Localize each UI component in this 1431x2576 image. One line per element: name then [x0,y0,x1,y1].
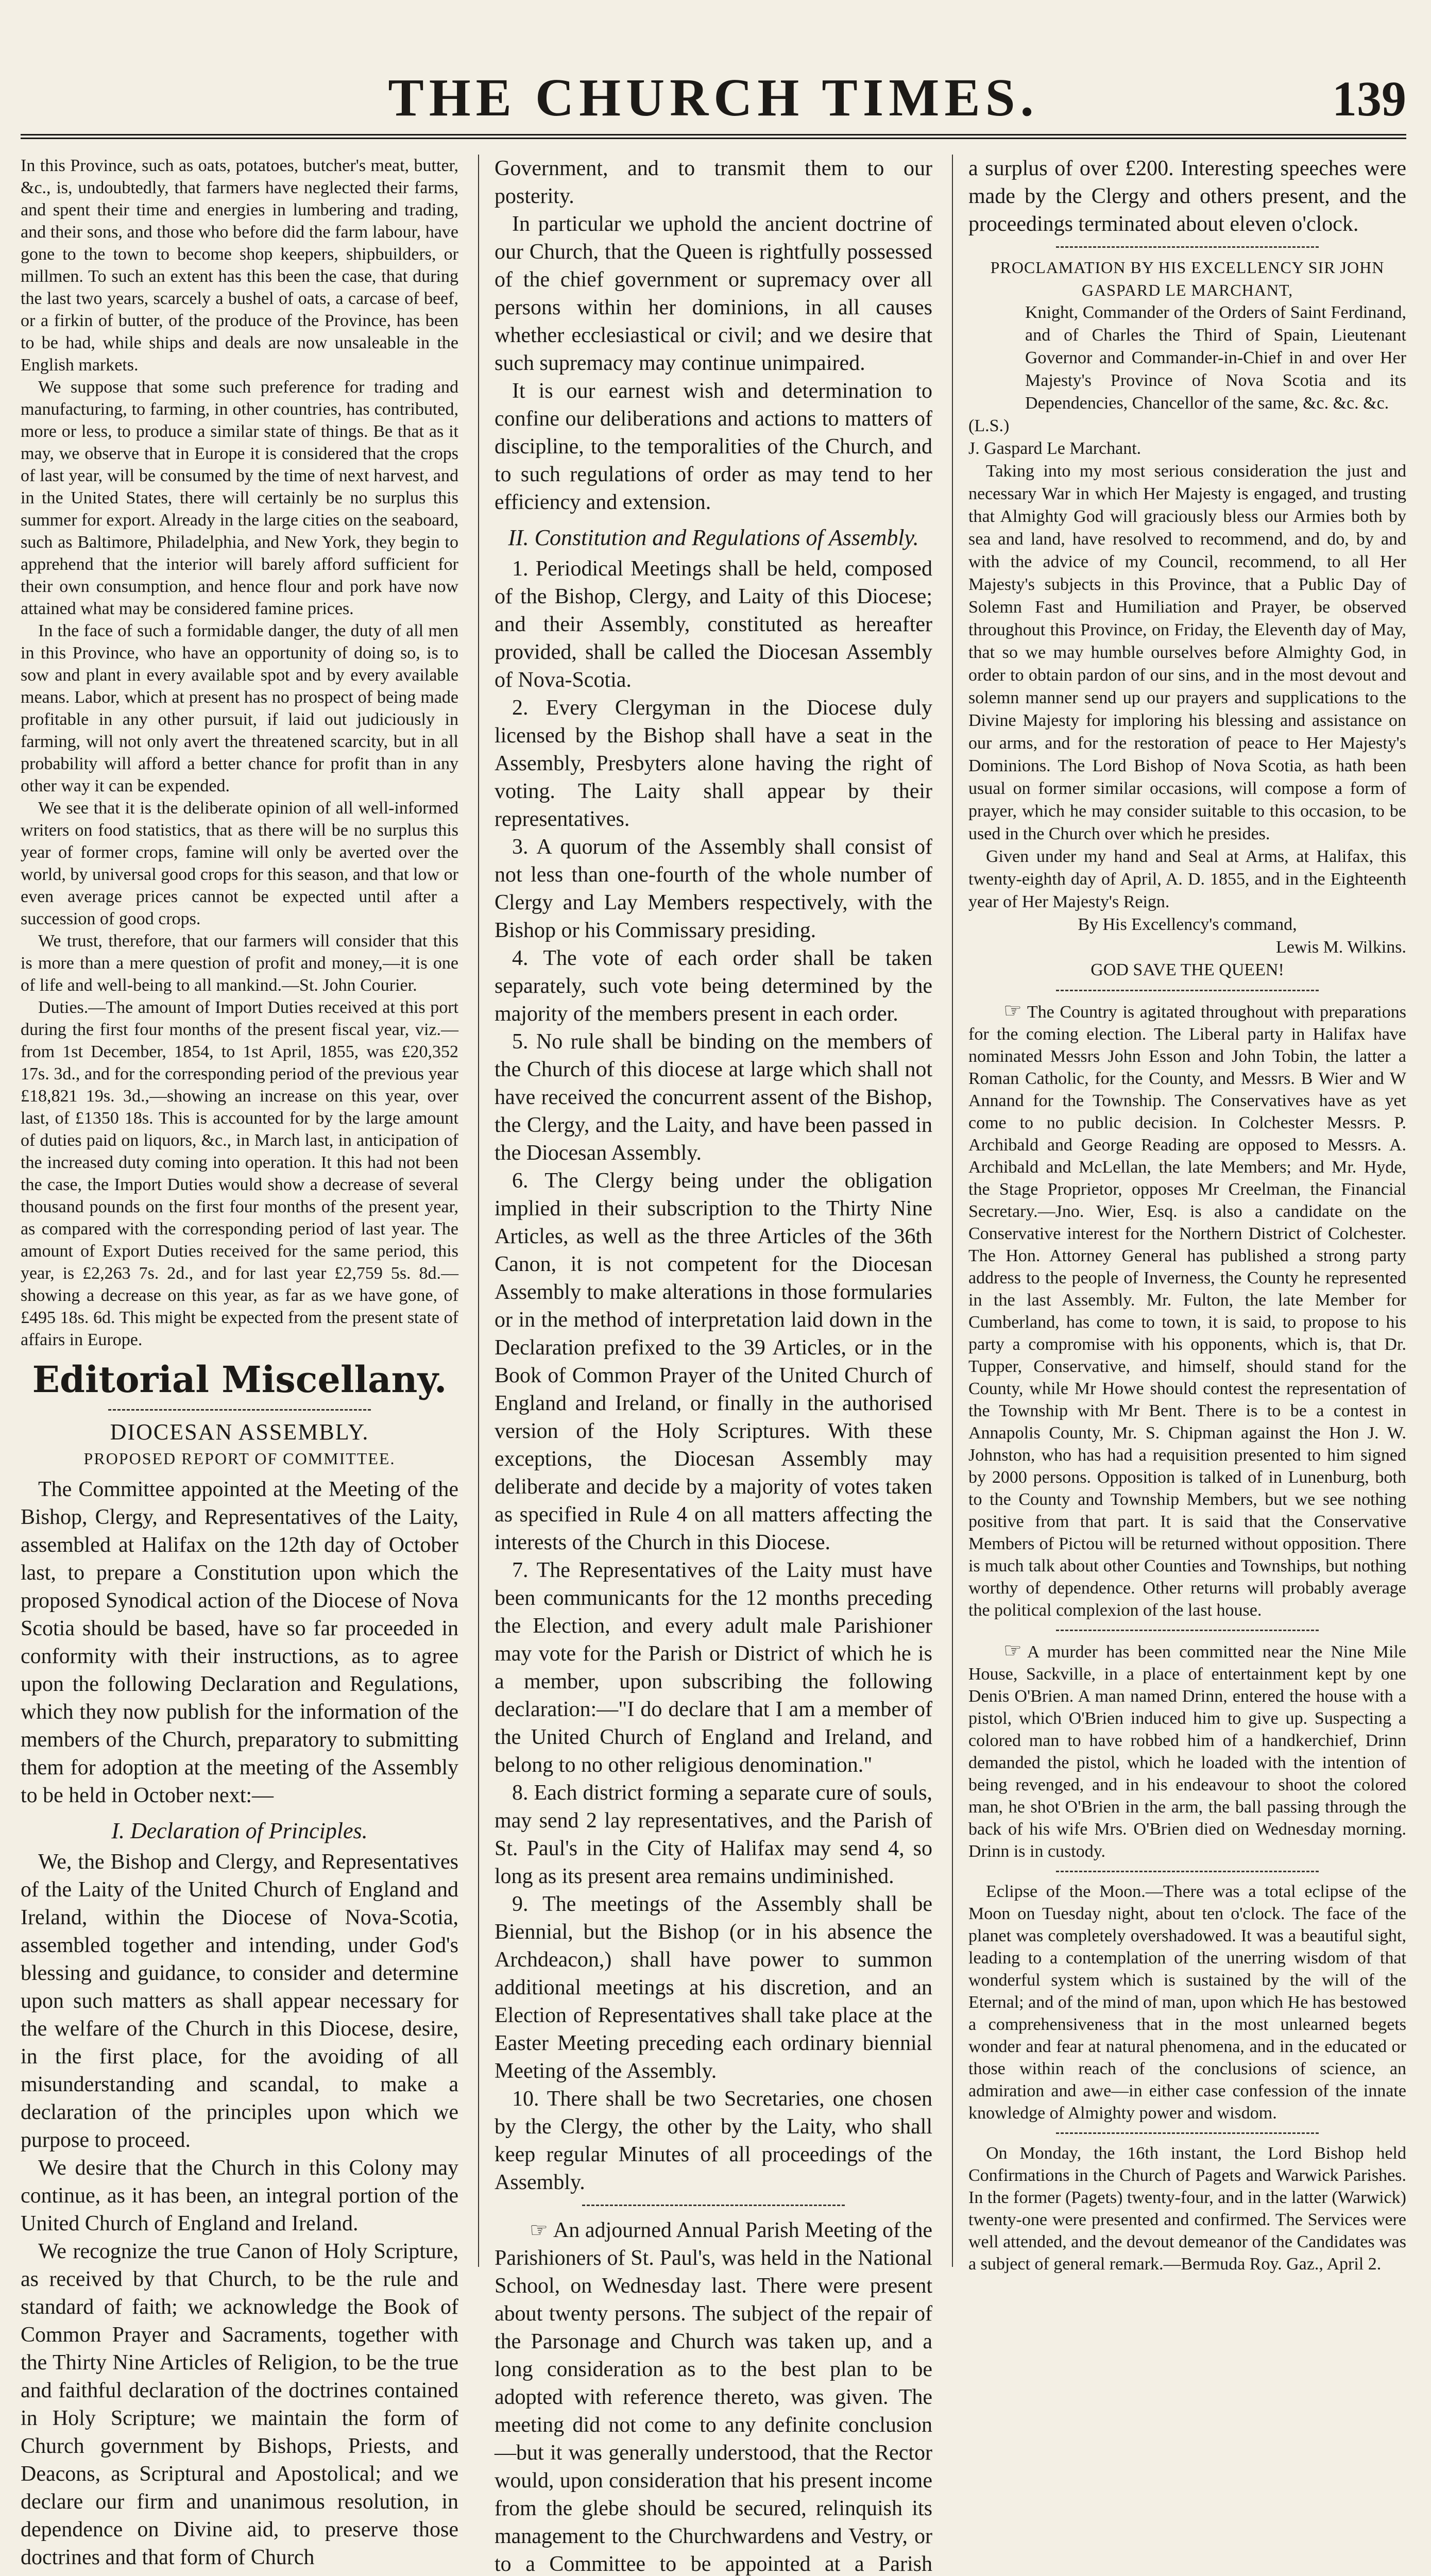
proclamation-titles: Knight, Commander of the Orders of Saint Ferdinand, and of Charles the Third of Spain, Lieutenant Governor and Commander-in-Chief in and over Her Majesty's Province of Nova Scotia and its Dependencies, Chancellor of the same, &c. &c. &c. [1025,303,1406,413]
duties-paragraph: Duties.—The amount of Import Duties received at this port during the first four months of the present fiscal year, viz.—from 1st December, 1854, to 1st April, 1855, was £20,352 17s. 3d., and for the corresponding period of the previous year £18,821 19s. 3d.,—showing an increase on this year, over last, of £1350 18s. This is accounted for by the large amount of duties paid on liquors, &c., in March last, in anticipation of the increased duty coming into operation. It this had not been the case, the Import Duties would show a decrease of several thousand pounds on the first four months of the present year, as compared with the corresponding period of last year. The amount of Export Duties received for the same period, this year, is £2,263 7s. 2d., and for last year £2,759 5s. 8d.—showing a decrease on this year, as far as we have gone, of £495 18s. 6d. This might be expected from the present state of affairs in Europe. [21,998,458,1349]
newspaper-page [21,0,1411,2576]
ornamental-rule [108,1409,371,1411]
rule-8: 8. Each district forming a separate cure of souls, may send 2 lay representatives, and the Parish of St. Paul's in the City of Halifax may send 4, so long as its present area remains undiminished. [495,1781,932,1888]
rule-2: 2. Every Clergyman in the Diocese duly licensed by the Bishop shall have a seat in the Assembly, Presbyters alone having the right of voting. The Laity shall appear by their representatives. [495,696,932,831]
constitution-heading: II. Constitution and Regulations of Assembly. [508,525,919,550]
farming-para-4: We see that it is the deliberate opinion of all well-informed writers on food statistics, that as there will be no surplus this year of former crops, famine will only be averted over the world, by universal good crops for this season, and that low or even average prices cannot be expected until after a succession of good crops. [21,799,458,928]
ornamental-rule [1056,246,1319,248]
article-title: DIOCESAN ASSEMBLY. [110,1419,369,1445]
article-subtitle: PROPOSED REPORT OF COMMITTEE. [83,1449,396,1468]
proclamation [968,256,1406,981]
murder-text: A murder has been committed near the Nine Mile House, Sackville, in a place of entertainment kept by one Denis O'Brien. A man named Drinn, entered the house with a pistol, which O'Brien induced him to give up. Suspecting a colored man to have robbed him of a handkerchief, Drinn demanded the pistol, which he loaded with the intention of being revenged, and in his endeavour to shoot the colored man, he shot O'Brien in the arm, the ball passing through the back of his wife Mrs. O'Brien died on Wednesday morning. Drinn is in custody. [968,1642,1406,1861]
proclamation-body: Taking into my most serious consideration the just and necessary War in which Her Majesty is engaged, and trusting that Almighty God will graciously bless our Armies both by sea and land, have resolved to recommend, and do, by and with the advice of my Council, recommend, to all Her Majesty's subjects in this Province, that a Public Day of Solemn Fast and Humiliation and Prayer, be observed throughout this Province, on Friday, the Eleventh day of May, that so we may humble ourselves before Almighty God, in order to obtain pardon of our sins, and in the most devout and solemn manner send up our prayers and supplications to the Divine Majesty for imploring his blessing and assistance on our arms, and for the restoration of peace to Her Majesty's Dominions. The Lord Bishop of Nova Scotia, as hath been usual on former similar occasions, will compose a form of prayer, which he may consider suitable to this occasion, to be used in the Church over which he presides. [968,462,1406,843]
pointing-hand-icon: ☞ [1003,999,1022,1022]
rule-5: 5. No rule shall be binding on the members of the Church of this diocese at large which shall not have received the concurrent assent of the Bishop, the Clergy, and the Laity, and have been passed in the Diocesan Assembly. [495,1030,932,1165]
declaration-para-3: We recognize the true Canon of Holy Scripture, as received by that Church, to be the rule and standard of faith; we acknowledge the Book of Common Prayer and Sacraments, together with the Thirty Nine Articles of Religion, to be the true and faithful declaration of the doctrines contained in Holy Scripture; we maintain the form of Church government by Bishops, Priests, and Deacons, as Scriptural and Apostolical; and we declare our firm and unanimous resolution, in dependence on Divine aid, to preserve those doctrines and that form of Church [21,2240,458,2569]
bermuda-item: On Monday, the 16th instant, the Lord Bishop held Confirmations in the Church of Pagets and Warwick Parishes. In the former (Pagets) twenty-four, and in the latter (Warwick) twenty-one were presented and confirmed. The Services were well attended, and the devout demeanor of the Candidates was a subject of general remark.—Bermuda Roy. Gaz., April 2. [968,2144,1406,2274]
ornamental-rule [1056,2132,1319,2134]
murder-item [968,1639,1406,1862]
election-text: The Country is agitated throughout with preparations for the coming election. The Liberal party in Halifax have nominated Messrs John Esson and John Tobin, the latter a Roman Catholic, for the County, and Messrs. B Wier and W Annand for the Township. The Conservatives have as yet come to no public decision. In Colchester Messrs. P. Archibald and George Reading are opposed to Messrs. A. Archibald and McLellan, the late Members; and Mr. Hyde, the Stage Proprietor, opposes Mr Creelman, the Financial Secretary.—Jno. Wier, Esq. is also a candidate on the Conservative interest for the Northern District of Colchester. The Hon. Attorney General has published a strong party address to the people of Inverness, the County he represented in the last Assembly. Mr. Fulton, the late Member for Cumberland, has come to town, it is said, to propose to his party a compromise with his opponents, which is, that Dr. Tupper, Conservative, and himself, should stand for the County, while Mr Howe should contest the representation of the Township with Mr Bent. There is to be a contest in Annapolis County, Mr. S. Chipman against the Hon J. W. Johnston, who has had a requisition presented to him signed by 2000 persons. Opposition is talked of in Lunenburg, both to the County and Township Members, but we see nothing positive from that part. It is said that the Conservative Members of Pictou will be returned without opposition. There is much talk about other Counties and Townships, but nothing worthy of dependence. Other returns will probably average the political complexion of the last house. [968,1003,1406,1620]
column-1 [21,155,458,2569]
rule-3: 3. A quorum of the Assembly shall consist of not less than one-fourth of the whole number of Clergy and Lay Members respectively, with the Bishop or his Commissary presiding. [495,835,932,942]
ornamental-rule [582,2205,845,2206]
proclamation-secretary: Lewis M. Wilkins. [1275,938,1406,957]
rule-1: 1. Periodical Meetings shall be held, composed of the Bishop, Clergy, and Laity of this Diocese; and their Assembly, constituted as hereafter provided, shall be called the Diocesan Assembly of Nova-Scotia. [495,557,932,692]
column-3 [968,155,1406,2282]
eclipse-item: Eclipse of the Moon.—There was a total eclipse of the Moon on Tuesday night, about ten o'clock. The face of the planet was completely overshadowed. It was a beautiful sight, leading to a contemplation of the unerring wisdom of that wonderful system which is sustained by the will of the Eternal; and of the mind of man, upon which He has bestowed a comprehensiveness that in the most unlearned begets wonder and fear at natural phenomena, and in the educated or those within reach of the conclusions of science, an admiration and awe—in either case confession of the innate knowledge of Almighty power and wisdom. [968,1882,1406,2123]
declaration-para-1: We, the Bishop and Clergy, and Representatives of the Laity of the United Church of England and Ireland, within the Diocese of Nova-Scotia, assembled together and intending, under God's blessing and guidance, to consider and determine upon such matters as shall appear necessary for the welfare of the Church in this Diocese, desire, in the first place, for the avoiding of all misunderstanding and scandal, to make a declaration of the principles upon which we purpose to proceed. [21,1850,458,2152]
diocesan-intro: The Committee appointed at the Meeting of the Bishop, Clergy, and Representatives of the Laity, assembled at Halifax on the 12th day of October last, to prepare a Constitution upon which the proposed Synodical action of the Diocese of Nova Scotia should be based, have so far proceeded in conformity with their instructions, as to agree upon the following Declaration and Regulations, which they now publish for the information of the members of the Church, preparatory to submitting them for adoption at the meeting of the Assembly to be held in October next:— [21,1478,458,1807]
bible-society-continued: a surplus of over £200. Interesting speeches were made by the Clergy and others present, and the proceedings terminated about eleven o'clock. [968,157,1406,236]
pointing-hand-icon: ☞ [1003,1639,1022,1662]
rule-6: 6. The Clergy being under the obligation implied in their subscription to the Thirty Nine Articles, as well as the three Articles of the 36th Canon, it is not competent for the Diocesan Assembly to make alterations in those formularies or in the method of interpretation laid down in the Declaration prefixed to the 39 Articles, or in the Book of Common Prayer of the United Church of England and Ireland, or finally in the authorised version of the Holy Scriptures. With these exceptions, the Diocesan Assembly may deliberate and decide by a majority of votes taken as specified in Rule 4 on all matters affecting the interests of the Church in this Diocese. [495,1169,932,1554]
declaration-para-5: It is our earnest wish and determination to confine our deliberations and actions to matters of discipline, to the temporalities of the Church, and to such regulations of order as may tend to her efficiency and extension. [495,379,932,514]
farming-article [21,155,458,1351]
declaration-para-4: In particular we uphold the ancient doctrine of our Church, that the Queen is rightfully possessed of the chief government or supremacy over all persons within her dominions, in all causes whether ecclesiastical or civil; and we desire that such supremacy may continue unimpaired. [495,212,932,375]
declaration-heading: I. Declaration of Principles. [111,1818,368,1843]
farming-para-2: We suppose that some such preference for trading and manufacturing, to farming, in other countries, has contributed, more or less, to produce a similar state of things. Be that as it may, we observe that in Europe it is considered that the crops of last year, will be consumed by the time of next harvest, and in the United States, there will certainly be no surplus this summer for export. Already in the large cities on the seaboard, such as Baltimore, Philadelphia, and New York, they begin to apprehend that the interior will barely afford sufficient for their own consumption, and hence flour and pork have now attained what may be considered famine prices. [21,378,458,618]
masthead [21,62,1406,139]
rule-10: 10. There shall be two Secretaries, one chosen by the Clergy, the other by the Laity, who shall keep regular Minutes of all proceedings of the Assembly. [495,2087,932,2194]
proclamation-signature: J. Gaspard Le Marchant. [968,439,1142,458]
column-2 [495,155,932,2576]
page-number: 139 [1332,71,1406,126]
farming-para-1: In this Province, such as oats, potatoes, butcher's meat, butter, &c., is, undoubtedly, that farmers have neglected their farms, and spent their time and energies in lumbering and trading, and their sons, and those who before did the farm labour, have gone to the town to become shop keepers, shipbuilders, or millmen. To such an extent has this been the case, that during the last two years, scarcely a bushel of oats, a carcase of beef, or a firkin of butter, of the produce of the Province, has been to be had, while ships and deals are now unsaleable in the English markets. [21,156,458,375]
proclamation-given: Given under my hand and Seal at Arms, at Halifax, this twenty-eighth day of April, A. D. 1855, and in the Eighteenth year of Her Majesty's Reign. [968,847,1406,911]
section-heading: Editorial Miscellany. [32,1358,447,1401]
parish-meeting-item [495,2216,932,2576]
farming-para-3: In the face of such a formidable danger, the duty of all men in this Province, who have an opportunity of doing so, is to sow and plant in every available spot and by every available means. Labor, which at present has no prospect of being made profitable in any other pursuit, if laid out judiciously in farming, will not only avert the threatened scarcity, but in all probability will afford a better chance for profit than in any other way it can be expended. [21,621,458,795]
pointing-hand-icon: ☞ [530,2218,548,2242]
ornamental-rule [1056,1871,1319,1872]
masthead-title: THE CHURCH TIMES. [388,68,1039,127]
declaration-para-2: We desire that the Church in this Colony may continue, as it has been, an integral portion of the United Church of England and Ireland. [21,2156,458,2235]
proclamation-seal: (L.S.) [968,416,1010,435]
ornamental-rule [1056,990,1319,991]
rule-9: 9. The meetings of the Assembly shall be Biennial, but the Bishop (or in his absence the Archdeacon,) shall have power to summon additional meetings at his discretion, and an Election of Representatives shall take place at the Easter Meeting preceding each ordinary biennial Meeting of the Assembly. [495,1892,932,2083]
rule-4: 4. The vote of each order shall be taken separately, such vote being determined by the majority of the members present in each order. [495,946,932,1026]
election-item [968,999,1406,1621]
column-divider [952,155,953,2267]
masthead-rule [21,134,1406,139]
god-save-the-queen: GOD SAVE THE QUEEN! [1091,960,1284,979]
ornamental-rule [1056,1630,1319,1631]
proclamation-heading: PROCLAMATION BY HIS EXCELLENCY SIR JOHN GASPARD LE MARCHANT, [990,258,1385,299]
proclamation-command: By His Excellency's command, [1078,915,1297,934]
parish-meeting-text: An adjourned Annual Parish Meeting of the Parishioners of St. Paul's, was held in the National School, on Wednesday last. There were present about twenty persons. The subject of the repair of the Parsonage and Church was taken up, and a long consideration as to the best plan to be adopted with reference thereto, was given. The meeting did not come to any definite conclusion—but it was generally understood, that the Rector would, upon consideration that his present income from the glebe should be secured, relinquish its management to the Churchwardens and Vestry, or to a Committee to be appointed at a Parish [495,2218,932,2576]
farming-para-5: We trust, therefore, that our farmers will consider that this is more than a mere question of profit and money,—it is one of life and well-being to all mankind.—St. John Courier. [21,931,458,995]
column-divider [478,155,479,2267]
rule-7: 7. The Representatives of the Laity must have been communicants for the 12 months preceding the Election, and every adult male Parishioner may vote for the Parish or District of which he is a member, upon subscribing the following declaration:—"I do declare that I am a member of the United Church of England and Ireland, and belong to no other religious denomination." [495,1558,932,1777]
declaration-continued: Government, and to transmit them to our posterity. [495,157,932,208]
